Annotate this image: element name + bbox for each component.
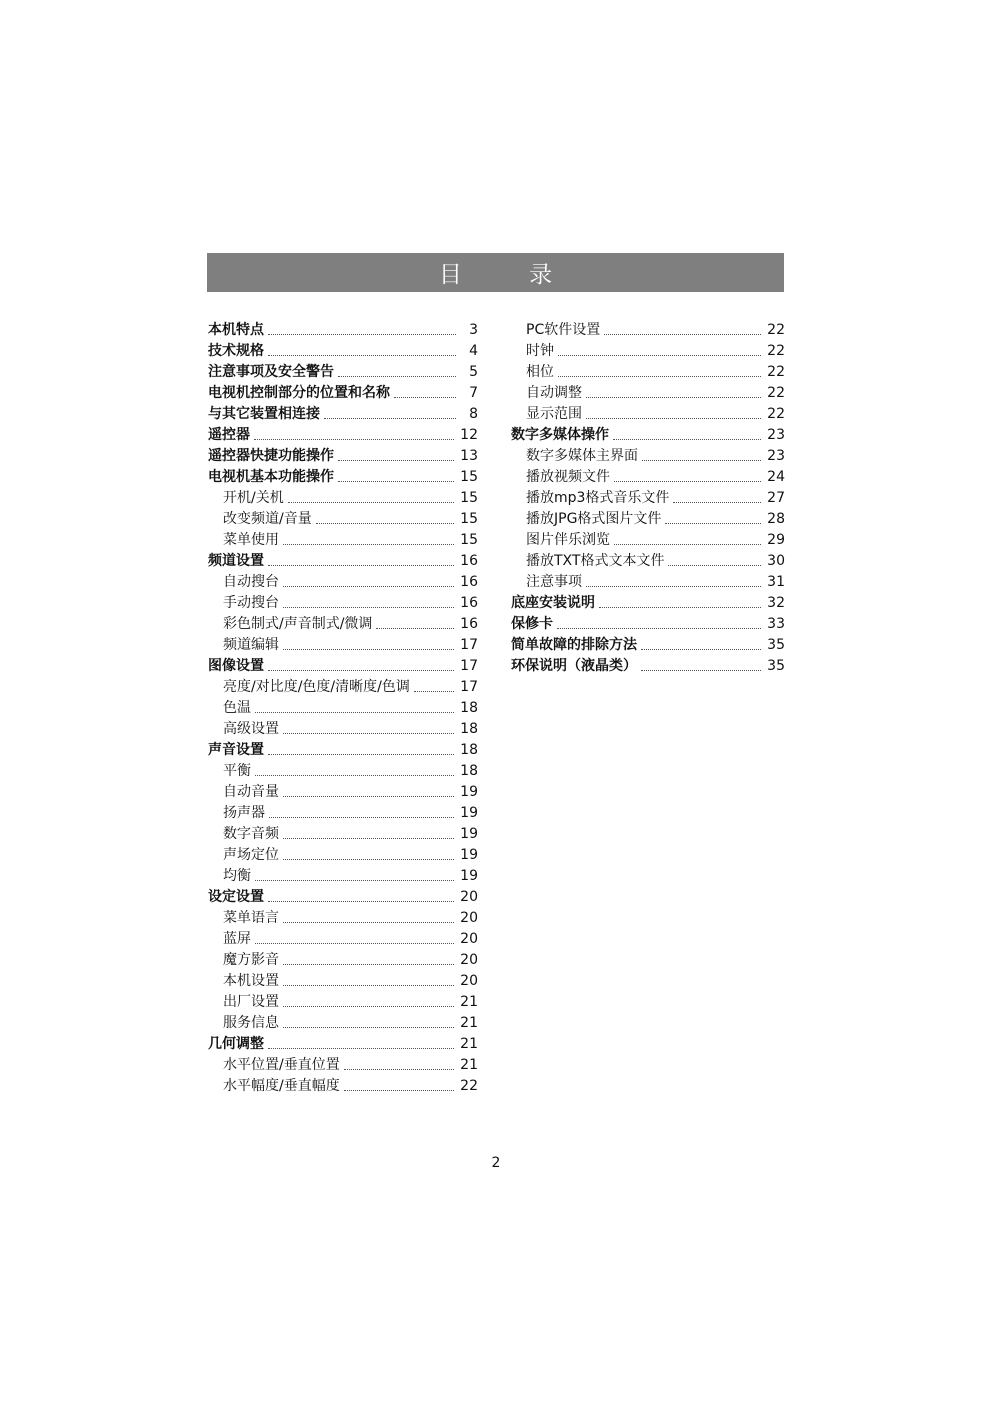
toc-entry-page: 15 — [460, 511, 478, 527]
toc-entry-label: 电视机控制部分的位置和名称 — [208, 385, 390, 401]
toc-entry[interactable] — [208, 509, 478, 530]
dot-leader — [604, 334, 761, 335]
toc-entry[interactable] — [208, 572, 478, 593]
toc-entry-page: 17 — [460, 658, 478, 674]
toc-entry-label: 播放JPG格式图片文件 — [526, 511, 662, 527]
toc-entry-page: 19 — [460, 805, 478, 821]
toc-entry-label: 注意事项 — [526, 574, 582, 590]
toc-entry[interactable] — [208, 404, 478, 425]
toc-entry-page: 18 — [460, 700, 478, 716]
dot-leader — [283, 607, 454, 608]
toc-entry-label: 播放mp3格式音乐文件 — [526, 490, 670, 506]
toc-entry-label: 亮度/对比度/色度/清晰度/色调 — [223, 679, 410, 695]
toc-entry-page: 16 — [460, 595, 478, 611]
dot-leader — [641, 649, 761, 650]
toc-left-column — [208, 320, 478, 1097]
toc-entry-label: 底座安装说明 — [511, 595, 595, 611]
toc-entry[interactable] — [511, 488, 785, 509]
dot-leader — [283, 964, 454, 965]
toc-entry-label: 蓝屏 — [223, 931, 251, 947]
toc-entry-label: 遥控器快捷功能操作 — [208, 448, 334, 464]
dot-leader — [269, 817, 454, 818]
toc-entry[interactable] — [208, 761, 478, 782]
toc-entry[interactable] — [208, 635, 478, 656]
toc-entry[interactable] — [208, 929, 478, 950]
toc-entry-page: 21 — [460, 1057, 478, 1073]
toc-entry-label: 保修卡 — [511, 616, 553, 632]
toc-entry-label: 电视机基本功能操作 — [208, 469, 334, 485]
toc-entry-label: 本机设置 — [223, 973, 279, 989]
toc-entry-label: 手动搜台 — [223, 595, 279, 611]
toc-entry-page: 31 — [767, 574, 785, 590]
toc-entry-page: 5 — [469, 364, 478, 380]
toc-entry-label: 注意事项及安全警告 — [208, 364, 334, 380]
toc-entry[interactable] — [208, 824, 478, 845]
toc-entry[interactable] — [208, 1076, 478, 1097]
toc-entry[interactable] — [511, 551, 785, 572]
toc-entry-page: 15 — [460, 469, 478, 485]
toc-entry-page: 23 — [767, 448, 785, 464]
toc-entry-page: 35 — [767, 658, 785, 674]
dot-leader — [283, 649, 454, 650]
dot-leader — [283, 544, 454, 545]
dot-leader — [283, 985, 454, 986]
dot-leader — [558, 376, 761, 377]
page-number: 2 — [491, 1155, 501, 1171]
toc-entry-page: 18 — [460, 763, 478, 779]
toc-entry[interactable] — [208, 467, 478, 488]
toc-entry-page: 15 — [460, 490, 478, 506]
toc-entry-label: 自动音量 — [223, 784, 279, 800]
toc-entry-label: 平衡 — [223, 763, 251, 779]
dot-leader — [283, 859, 454, 860]
toc-entry-page: 20 — [460, 931, 478, 947]
toc-entry[interactable] — [208, 362, 478, 383]
toc-right-column — [511, 320, 785, 677]
dot-leader — [668, 565, 761, 566]
toc-entry[interactable] — [511, 320, 785, 341]
toc-entry-label: PC软件设置 — [526, 322, 601, 338]
dot-leader — [283, 838, 454, 839]
toc-entry[interactable] — [208, 740, 478, 761]
dot-leader — [255, 880, 454, 881]
toc-entry-label: 菜单语言 — [223, 910, 279, 926]
toc-entry[interactable] — [208, 866, 478, 887]
dot-leader — [586, 397, 761, 398]
dot-leader — [641, 670, 761, 671]
toc-entry-page: 22 — [460, 1078, 478, 1094]
dot-leader — [283, 1006, 454, 1007]
toc-entry[interactable] — [511, 509, 785, 530]
dot-leader — [558, 355, 761, 356]
dot-leader — [268, 670, 454, 671]
toc-entry-label: 相位 — [526, 364, 554, 380]
toc-entry[interactable] — [208, 383, 478, 404]
toc-entry[interactable] — [511, 593, 785, 614]
toc-entry[interactable] — [511, 656, 785, 677]
dot-leader — [557, 628, 761, 629]
toc-entry[interactable] — [208, 971, 478, 992]
toc-entry-page: 20 — [460, 952, 478, 968]
toc-entry-label: 几何调整 — [208, 1036, 264, 1052]
dot-leader — [268, 565, 454, 566]
toc-entry-label: 高级设置 — [223, 721, 279, 737]
toc-entry-label: 均衡 — [223, 868, 251, 884]
toc-entry-page: 12 — [460, 427, 478, 443]
toc-entry[interactable] — [511, 425, 785, 446]
toc-entry[interactable] — [208, 1055, 478, 1076]
dot-leader — [614, 544, 761, 545]
dot-leader — [268, 1048, 454, 1049]
dot-leader — [288, 502, 454, 503]
toc-entry[interactable] — [511, 446, 785, 467]
dot-leader — [673, 502, 761, 503]
toc-entry-page: 18 — [460, 721, 478, 737]
toc-entry-page: 29 — [767, 532, 785, 548]
toc-entry[interactable] — [511, 635, 785, 656]
dot-leader — [586, 418, 761, 419]
dot-leader — [613, 439, 761, 440]
toc-entry-page: 24 — [767, 469, 785, 485]
toc-entry[interactable] — [208, 950, 478, 971]
dot-leader — [268, 334, 456, 335]
dot-leader — [283, 922, 454, 923]
toc-entry[interactable] — [208, 1013, 478, 1034]
toc-entry-label: 数字多媒体主界面 — [526, 448, 638, 464]
toc-entry-label: 显示范围 — [526, 406, 582, 422]
toc-entry-label: 频道编辑 — [223, 637, 279, 653]
toc-title: 目 录 — [207, 253, 784, 292]
toc-entry-label: 数字音频 — [223, 826, 279, 842]
dot-leader — [394, 397, 456, 398]
toc-entry[interactable] — [511, 572, 785, 593]
toc-entry-label: 声场定位 — [223, 847, 279, 863]
toc-entry[interactable] — [511, 614, 785, 635]
toc-entry-page: 19 — [460, 868, 478, 884]
toc-entry-page: 30 — [767, 553, 785, 569]
toc-entry-label: 服务信息 — [223, 1015, 279, 1031]
toc-entry[interactable] — [208, 488, 478, 509]
toc-entry[interactable] — [511, 341, 785, 362]
dot-leader — [268, 754, 454, 755]
dot-leader — [414, 691, 454, 692]
toc-entry-page: 21 — [460, 994, 478, 1010]
toc-entry-page: 32 — [767, 595, 785, 611]
dot-leader — [316, 523, 454, 524]
dot-leader — [283, 1027, 454, 1028]
toc-entry-page: 22 — [767, 385, 785, 401]
toc-entry-label: 遥控器 — [208, 427, 250, 443]
toc-entry[interactable] — [208, 992, 478, 1013]
toc-entry-page: 18 — [460, 742, 478, 758]
toc-entry-label: 技术规格 — [208, 343, 264, 359]
toc-entry-label: 出厂设置 — [223, 994, 279, 1010]
toc-entry-label: 扬声器 — [223, 805, 265, 821]
toc-entry-page: 17 — [460, 679, 478, 695]
toc-entry[interactable] — [208, 782, 478, 803]
toc-entry[interactable] — [208, 803, 478, 824]
toc-entry-label: 菜单使用 — [223, 532, 279, 548]
toc-entry[interactable] — [208, 425, 478, 446]
dot-leader — [338, 481, 454, 482]
toc-entry-label: 改变频道/音量 — [223, 511, 312, 527]
dot-leader — [344, 1069, 454, 1070]
dot-leader — [599, 607, 761, 608]
dot-leader — [344, 1090, 454, 1091]
toc-entry[interactable] — [208, 551, 478, 572]
toc-entry-label: 时钟 — [526, 343, 554, 359]
toc-entry[interactable] — [511, 362, 785, 383]
toc-entry[interactable] — [208, 677, 478, 698]
toc-entry-label: 魔方影音 — [223, 952, 279, 968]
toc-entry[interactable] — [208, 845, 478, 866]
dot-leader — [614, 481, 761, 482]
toc-entry-page: 3 — [469, 322, 478, 338]
toc-entry-page: 19 — [460, 784, 478, 800]
toc-entry-label: 与其它装置相连接 — [208, 406, 320, 422]
toc-entry[interactable] — [208, 719, 478, 740]
toc-entry[interactable] — [208, 593, 478, 614]
toc-entry-label: 彩色制式/声音制式/微调 — [223, 616, 373, 632]
toc-entry[interactable] — [208, 530, 478, 551]
toc-entry-label: 播放TXT格式文本文件 — [526, 553, 665, 569]
toc-entry[interactable] — [208, 446, 478, 467]
toc-entry[interactable] — [208, 1034, 478, 1055]
toc-entry-label: 频道设置 — [208, 553, 264, 569]
toc-entry-page: 17 — [460, 637, 478, 653]
toc-entry-label: 开机/关机 — [223, 490, 284, 506]
toc-entry-page: 33 — [767, 616, 785, 632]
toc-entry-page: 35 — [767, 637, 785, 653]
dot-leader — [255, 712, 454, 713]
toc-entry-page: 22 — [767, 406, 785, 422]
dot-leader — [283, 586, 454, 587]
dot-leader — [283, 733, 454, 734]
toc-entry[interactable] — [208, 320, 478, 341]
toc-entry[interactable] — [208, 614, 478, 635]
dot-leader — [338, 376, 456, 377]
toc-entry-label: 设定设置 — [208, 889, 264, 905]
toc-entry-page: 20 — [460, 910, 478, 926]
toc-entry-page: 15 — [460, 532, 478, 548]
toc-entry-page: 21 — [460, 1036, 478, 1052]
dot-leader — [338, 460, 454, 461]
toc-entry[interactable] — [511, 467, 785, 488]
dot-leader — [665, 523, 761, 524]
dot-leader — [254, 439, 454, 440]
toc-entry-label: 自动调整 — [526, 385, 582, 401]
toc-entry-page: 19 — [460, 847, 478, 863]
toc-entry-label: 图片伴乐浏览 — [526, 532, 610, 548]
dot-leader — [268, 355, 456, 356]
toc-entry[interactable] — [208, 341, 478, 362]
dot-leader — [324, 418, 456, 419]
toc-entry[interactable] — [511, 404, 785, 425]
toc-entry[interactable] — [208, 698, 478, 719]
toc-entry-page: 16 — [460, 553, 478, 569]
toc-entry-label: 自动搜台 — [223, 574, 279, 590]
dot-leader — [642, 460, 761, 461]
toc-entry-page: 20 — [460, 973, 478, 989]
toc-entry-page: 16 — [460, 616, 478, 632]
toc-entry[interactable] — [511, 383, 785, 404]
toc-entry-page: 21 — [460, 1015, 478, 1031]
dot-leader — [586, 586, 761, 587]
dot-leader — [283, 796, 454, 797]
toc-entry-page: 28 — [767, 511, 785, 527]
toc-entry-label: 简单故障的排除方法 — [511, 637, 637, 653]
toc-entry-page: 22 — [767, 343, 785, 359]
toc-entry-page: 4 — [469, 343, 478, 359]
dot-leader — [255, 775, 454, 776]
toc-entry-label: 水平位置/垂直位置 — [223, 1057, 340, 1073]
dot-leader — [376, 628, 454, 629]
toc-entry-label: 播放视频文件 — [526, 469, 610, 485]
toc-entry-page: 20 — [460, 889, 478, 905]
toc-entry[interactable] — [208, 908, 478, 929]
toc-entry-page: 8 — [469, 406, 478, 422]
toc-entry-page: 7 — [469, 385, 478, 401]
toc-entry[interactable] — [208, 656, 478, 677]
toc-entry[interactable] — [511, 530, 785, 551]
toc-entry-page: 19 — [460, 826, 478, 842]
toc-entry-page: 23 — [767, 427, 785, 443]
toc-entry-page: 22 — [767, 322, 785, 338]
toc-entry[interactable] — [208, 887, 478, 908]
toc-entry-label: 声音设置 — [208, 742, 264, 758]
toc-entry-label: 数字多媒体操作 — [511, 427, 609, 443]
toc-entry-page: 16 — [460, 574, 478, 590]
toc-entry-label: 水平幅度/垂直幅度 — [223, 1078, 340, 1094]
dot-leader — [255, 943, 454, 944]
toc-entry-label: 图像设置 — [208, 658, 264, 674]
toc-entry-page: 22 — [767, 364, 785, 380]
toc-entry-label: 色温 — [223, 700, 251, 716]
toc-entry-page: 13 — [460, 448, 478, 464]
toc-entry-label: 环保说明（液晶类） — [511, 658, 637, 674]
toc-entry-label: 本机特点 — [208, 322, 264, 338]
dot-leader — [268, 901, 454, 902]
toc-entry-page: 27 — [767, 490, 785, 506]
